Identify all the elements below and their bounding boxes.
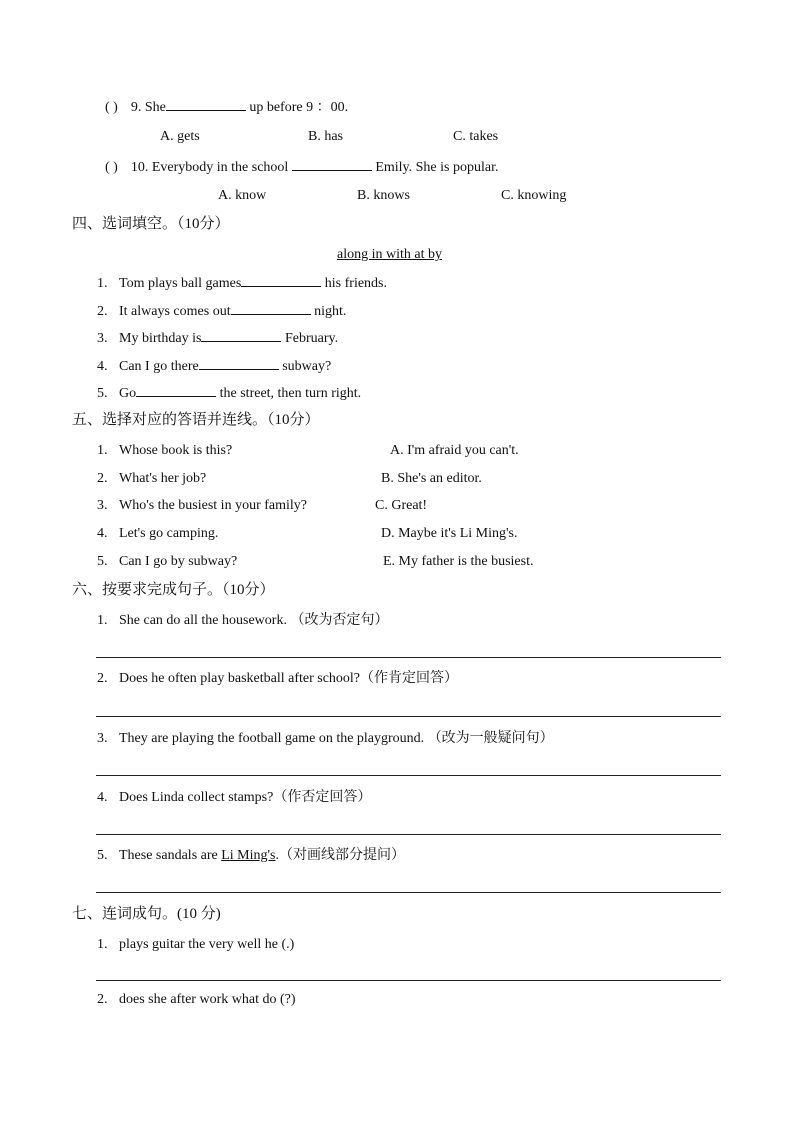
section-7-title: 七、连词成句。(10 分) <box>72 906 221 922</box>
transform-item-5 <box>97 847 405 865</box>
item-number: 2. <box>97 471 108 486</box>
match-answer-d[interactable]: D. Maybe it's Li Ming's. <box>381 526 518 541</box>
item-text: . <box>275 848 279 863</box>
question-text: Emily. She is popular. <box>375 160 499 175</box>
item-number: 1. <box>97 937 108 952</box>
underlined-phrase: Li Ming's <box>221 848 276 863</box>
fill-item-2 <box>97 301 346 321</box>
item-text: night. <box>314 304 347 319</box>
transform-item-4 <box>97 789 371 807</box>
item-number: 5. <box>97 386 108 401</box>
fill-blank[interactable] <box>292 157 372 171</box>
question-text: 10. Everybody in the school <box>130 160 289 175</box>
item-number: 5. <box>97 554 108 569</box>
item-text: Tom plays ball games <box>119 276 242 291</box>
match-answer-a[interactable]: A. I'm afraid you can't. <box>390 443 519 458</box>
section-6-title: 六、按要求完成句子。（10分） <box>72 582 275 598</box>
item-number: 5. <box>97 848 108 863</box>
item-number: 1. <box>97 613 108 628</box>
item-number: 3. <box>97 498 108 513</box>
match-question-2[interactable] <box>97 470 206 488</box>
answer-line[interactable] <box>96 657 721 658</box>
reorder-item-1 <box>97 936 294 954</box>
fill-blank[interactable] <box>136 383 216 397</box>
answer-line[interactable] <box>96 892 721 893</box>
item-number: 3. <box>97 731 108 746</box>
item-text: They are playing the football game on the playground. <box>119 731 425 746</box>
option-a: A. know <box>218 188 267 203</box>
item-number: 1. <box>97 276 108 291</box>
item-number: 1. <box>97 443 108 458</box>
fill-item-5 <box>97 383 361 403</box>
item-text: Whose book is this? <box>119 443 233 458</box>
option-c: C. takes <box>453 129 499 144</box>
option-a: A. gets <box>160 129 200 144</box>
match-answer-e[interactable]: E. My father is the busiest. <box>383 554 534 569</box>
item-number: 2. <box>97 671 108 686</box>
item-text: Does Linda collect stamps? <box>119 790 274 805</box>
item-number: 2. <box>97 304 108 319</box>
match-question-5[interactable] <box>97 553 237 571</box>
transform-item-1 <box>97 612 388 630</box>
item-text: What's her job? <box>119 471 207 486</box>
fill-item-3 <box>97 328 338 348</box>
item-text: subway? <box>282 359 332 374</box>
match-answer-b[interactable]: B. She's an editor. <box>381 471 482 486</box>
item-text: She can do all the housework. <box>119 613 287 628</box>
match-answer-c[interactable]: C. Great! <box>375 498 428 513</box>
section-5-title: 五、选择对应的答语并连线。（10分） <box>72 412 320 428</box>
match-question-4[interactable] <box>97 525 218 543</box>
match-question-3[interactable] <box>97 497 307 515</box>
item-text: his friends. <box>324 276 387 291</box>
answer-line[interactable] <box>96 716 721 717</box>
fill-item-4 <box>97 356 331 376</box>
question-10 <box>105 157 498 177</box>
item-text: Does he often play basketball after school? <box>119 671 361 686</box>
item-instruction: （改为否定句） <box>290 613 389 628</box>
item-text: Let's go camping. <box>119 526 219 541</box>
option-c: C. knowing <box>501 188 567 203</box>
reorder-item-2 <box>97 991 296 1009</box>
item-instruction: （改为一般疑问句） <box>427 731 554 746</box>
item-text: Who's the busiest in your family? <box>119 498 307 513</box>
item-instruction: （作否定回答） <box>273 790 372 805</box>
fill-blank[interactable] <box>231 301 311 315</box>
item-number: 2. <box>97 992 108 1007</box>
item-number: 4. <box>97 359 108 374</box>
item-text: February. <box>284 331 339 346</box>
item-instruction: （作肯定回答） <box>360 671 459 686</box>
answer-line[interactable] <box>96 834 721 835</box>
answer-paren[interactable]: ( ) <box>105 100 118 115</box>
section-4-title: 四、选词填空。（10分） <box>72 216 230 232</box>
answer-paren[interactable]: ( ) <box>105 160 118 175</box>
item-number: 4. <box>97 790 108 805</box>
item-text: It always comes out <box>119 304 231 319</box>
fill-blank[interactable] <box>166 97 246 111</box>
item-instruction: （对画线部分提问） <box>278 848 405 863</box>
option-b: B. knows <box>357 188 410 203</box>
answer-line[interactable] <box>96 980 721 981</box>
item-text: the street, then turn right. <box>219 386 362 401</box>
transform-item-2 <box>97 670 458 688</box>
transform-item-3 <box>97 730 554 748</box>
question-text: 9. She <box>130 100 166 115</box>
fill-item-1 <box>97 273 387 293</box>
option-b: B. has <box>308 129 343 144</box>
item-text: Can I go by subway? <box>119 554 238 569</box>
answer-line[interactable] <box>96 775 721 776</box>
question-9 <box>105 97 348 117</box>
fill-blank[interactable] <box>199 356 279 370</box>
word-bank: along in with at by <box>337 247 442 262</box>
item-text: does she after work what do (?) <box>119 992 296 1007</box>
match-question-1[interactable] <box>97 442 232 460</box>
fill-blank[interactable] <box>241 273 321 287</box>
item-text: These sandals are <box>119 848 218 863</box>
item-text: My birthday is <box>119 331 202 346</box>
item-text: plays guitar the very well he (.) <box>119 937 295 952</box>
item-number: 3. <box>97 331 108 346</box>
fill-blank[interactable] <box>201 328 281 342</box>
question-text: up before 9 ：00. <box>249 100 349 115</box>
item-number: 4. <box>97 526 108 541</box>
item-text: Can I go there <box>119 359 199 374</box>
item-text: Go <box>119 386 137 401</box>
